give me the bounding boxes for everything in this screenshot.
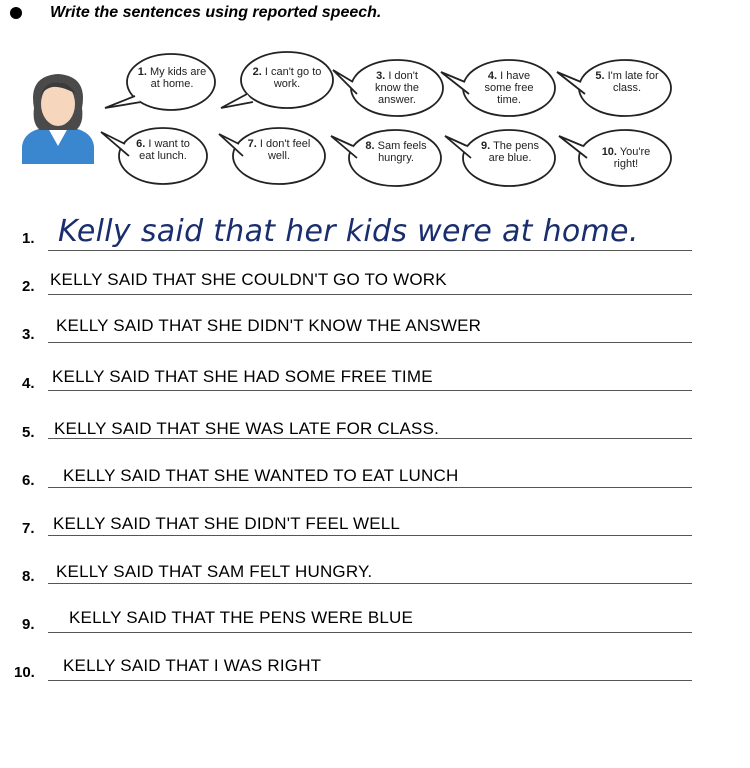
answer-line-5 bbox=[48, 438, 692, 439]
answer-text-3: KELLY SAID THAT SHE DIDN'T KNOW THE ANSWER bbox=[56, 316, 482, 335]
answer-line-8 bbox=[48, 583, 692, 584]
answer-text-9: KELLY SAID THAT THE PENS WERE BLUE bbox=[69, 608, 414, 627]
woman-avatar-icon bbox=[18, 68, 98, 164]
bubble-text-2: 2. I can't go to work. bbox=[252, 66, 322, 90]
answer-line-7 bbox=[48, 535, 692, 536]
answer-number-7: 7. bbox=[22, 520, 35, 537]
bubble-text-4: 4. I have some free time. bbox=[484, 70, 534, 106]
answer-number-10: 10. bbox=[14, 664, 35, 681]
answer-text-1: Kelly said that her kids were at home. bbox=[58, 214, 639, 249]
bubble-text-3: 3. I don't know the answer. bbox=[374, 70, 420, 106]
answer-line-2 bbox=[48, 294, 692, 295]
answer-text-7: KELLY SAID THAT SHE DIDN'T FEEL WELL bbox=[53, 514, 401, 533]
answer-number-5: 5. bbox=[22, 424, 35, 441]
answer-number-6: 6. bbox=[22, 472, 35, 489]
answer-text-6: KELLY SAID THAT SHE WANTED TO EAT LUNCH bbox=[63, 466, 459, 485]
bubble-text-8: 8. Sam feels hungry. bbox=[365, 140, 427, 164]
answer-text-2: KELLY SAID THAT SHE COULDN'T GO TO WORK bbox=[50, 270, 447, 289]
answer-number-2: 2. bbox=[22, 278, 35, 295]
answer-line-10 bbox=[48, 680, 692, 681]
answer-number-8: 8. bbox=[22, 568, 35, 585]
instruction-heading: Write the sentences using reported speech. bbox=[50, 4, 382, 21]
bubble-text-9: 9. The pens are blue. bbox=[481, 140, 539, 164]
bubble-text-5: 5. I'm late for class. bbox=[595, 70, 659, 94]
bubble-text-1: 1. My kids are at home. bbox=[137, 66, 207, 90]
bubble-text-6: 6. I want to eat lunch. bbox=[136, 138, 190, 162]
answer-number-1: 1. bbox=[22, 230, 35, 247]
answer-line-1 bbox=[48, 250, 692, 251]
bullet-point bbox=[10, 7, 22, 19]
answer-number-9: 9. bbox=[22, 616, 35, 633]
answer-line-6 bbox=[48, 487, 692, 488]
answer-line-3 bbox=[48, 342, 692, 343]
answer-text-4: KELLY SAID THAT SHE HAD SOME FREE TIME bbox=[52, 367, 433, 386]
answer-text-8: KELLY SAID THAT SAM FELT HUNGRY. bbox=[56, 562, 373, 581]
bubble-text-10: 10. You're right! bbox=[601, 146, 651, 170]
answer-line-4 bbox=[48, 390, 692, 391]
answer-number-4: 4. bbox=[22, 375, 35, 392]
answer-number-3: 3. bbox=[22, 326, 35, 343]
answer-text-5: KELLY SAID THAT SHE WAS LATE FOR CLASS. bbox=[54, 419, 440, 438]
answer-line-9 bbox=[48, 632, 692, 633]
answer-text-10: KELLY SAID THAT I WAS RIGHT bbox=[63, 656, 322, 675]
bubble-text-7: 7. I don't feel well. bbox=[247, 138, 311, 162]
